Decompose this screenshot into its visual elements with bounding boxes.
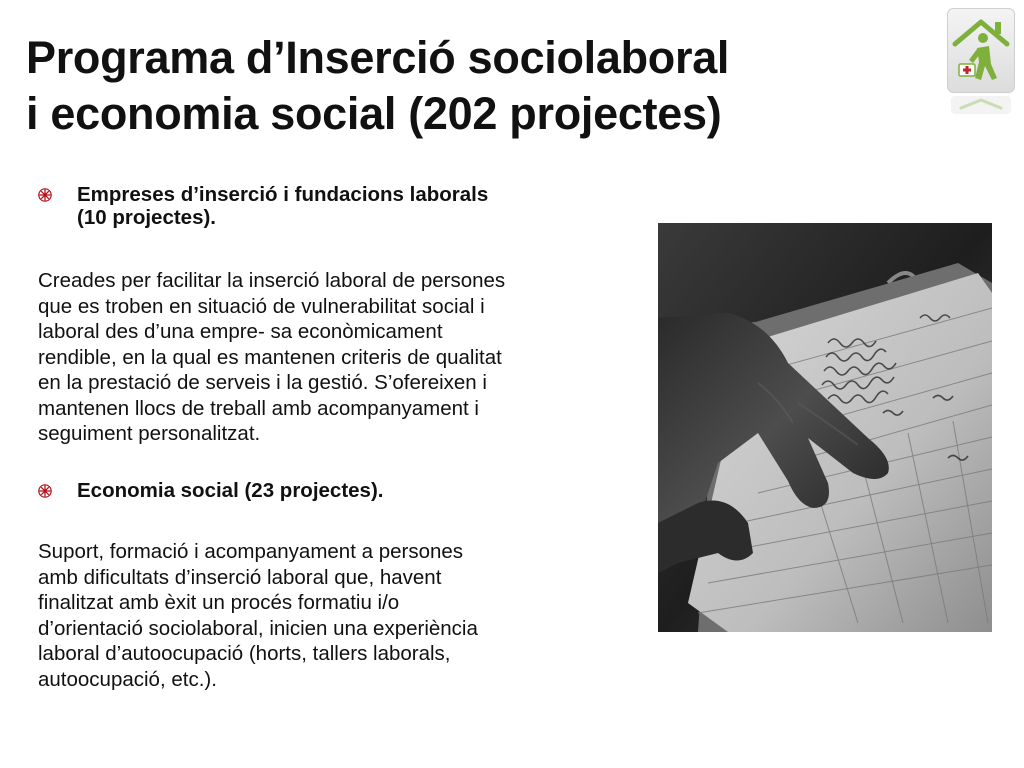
slide-title-line-2: i economia social (202 projectes): [26, 88, 722, 139]
red-cross-bullet-icon: [38, 484, 52, 498]
body-line: laboral d’autoocupació (horts, tallers laborals,: [38, 642, 451, 665]
section-body-economia-social: [38, 539, 638, 692]
section-heading-economia-social: [38, 479, 383, 502]
hand-on-handwritten-document-photo: [658, 223, 992, 632]
body-line: amb dificultats d’inserció laboral que, havent: [38, 565, 442, 589]
body-line: autoocupació, etc.).: [38, 667, 217, 691]
body-line: finalitzat amb èxit un procés formatiu i/o: [38, 591, 400, 614]
red-cross-bullet-icon: [38, 188, 52, 202]
section-heading-line-1: Economia social (23 projectes).: [77, 479, 384, 502]
organization-logo: [947, 8, 1015, 118]
body-line: laboral des d’una empre- sa econòmicament: [38, 320, 443, 343]
body-line: en la prestació de serveis i la gestió. S’ofereixen i: [38, 371, 487, 394]
body-line: Suport, formació i acompanyament a persones: [38, 540, 464, 563]
body-line: rendible, en la qual es mantenen criteris de qualitat: [38, 345, 502, 369]
slide-title-line-1: Programa d’Inserció sociolaboral: [26, 32, 730, 83]
body-line: d’orientació sociolaboral, inicien una experiència: [38, 616, 478, 640]
body-line: Creades per facilitar la inserció laboral de persones: [38, 269, 506, 292]
body-line: seguiment personalitzat.: [38, 422, 261, 445]
body-line: que es troben en situació de vulnerabilitat social i: [38, 294, 485, 318]
body-line: mantenen llocs de treball amb acompanyament i: [38, 396, 479, 420]
section-heading-line-1: Empreses d’inserció i fundacions laborals: [77, 183, 489, 206]
house-person-first-aid-icon: [947, 8, 1015, 118]
section-heading-empreses: [38, 183, 488, 229]
section-body-empreses: [38, 268, 638, 447]
section-heading-line-2: (10 projectes).: [77, 206, 216, 229]
